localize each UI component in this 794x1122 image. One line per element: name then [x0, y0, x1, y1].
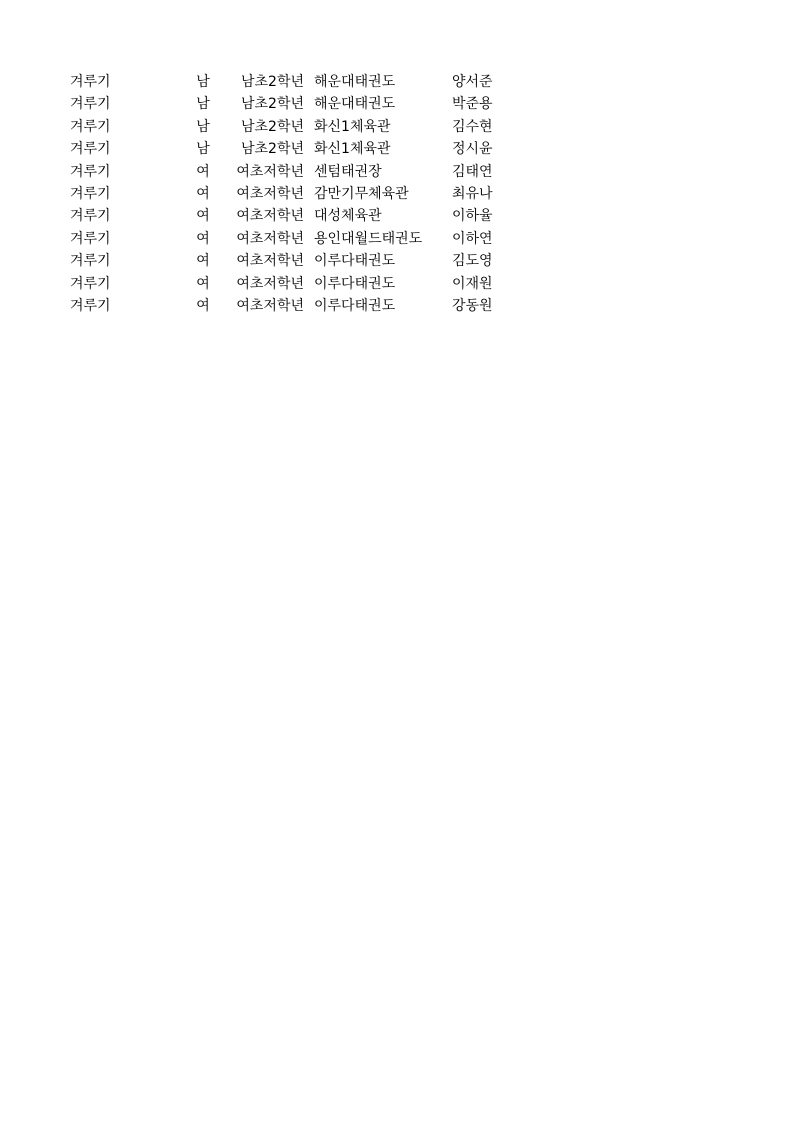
event-cell: 겨루기: [70, 297, 111, 314]
division-cell: 남초2학년: [240, 96, 304, 113]
event-cell: 겨루기: [70, 208, 111, 225]
division-cell: 남초2학년: [240, 141, 304, 158]
club-cell: 센텀태권장: [314, 163, 382, 180]
club-cell: 해운대태권도: [314, 96, 396, 113]
gender-cell: 남: [196, 141, 210, 158]
division-cell: 여초저학년: [236, 185, 304, 202]
division-cell: 여초저학년: [236, 230, 304, 247]
gender-cell: 여: [196, 275, 210, 292]
event-cell: 겨루기: [70, 163, 111, 180]
gender-cell: 남: [196, 118, 210, 135]
gender-cell: 여: [196, 253, 210, 270]
table-row: [0, 116, 794, 138]
event-cell: 겨루기: [70, 96, 111, 113]
division-cell: 여초저학년: [236, 297, 304, 314]
event-cell: 겨루기: [70, 74, 111, 90]
name-cell: 김수현: [452, 118, 493, 135]
name-cell: 이재원: [452, 275, 493, 292]
table-row: [0, 161, 794, 183]
event-cell: 겨루기: [70, 275, 111, 292]
gender-cell: 남: [196, 96, 210, 113]
table-row: [0, 273, 794, 295]
event-cell: 겨루기: [70, 141, 111, 158]
table-row: [0, 93, 794, 115]
club-cell: 대성체육관: [314, 208, 382, 225]
table-row: [0, 250, 794, 272]
name-cell: 강동원: [452, 297, 493, 314]
division-cell: 여초저학년: [236, 208, 304, 225]
gender-cell: 여: [196, 185, 210, 202]
division-cell: 여초저학년: [236, 275, 304, 292]
name-cell: 이하율: [452, 208, 493, 225]
division-cell: 여초저학년: [236, 253, 304, 270]
table-row: [0, 138, 794, 160]
gender-cell: 남: [196, 74, 210, 90]
name-cell: 최유나: [452, 185, 493, 202]
event-cell: 겨루기: [70, 185, 111, 202]
table-row: [0, 71, 794, 93]
club-cell: 화신1체육관: [314, 141, 391, 158]
name-cell: 김도영: [452, 253, 493, 270]
table-row: [0, 205, 794, 227]
gender-cell: 여: [196, 297, 210, 314]
division-cell: 남초2학년: [240, 74, 304, 90]
club-cell: 화신1체육관: [314, 118, 391, 135]
name-cell: 김태연: [452, 163, 493, 180]
table-row: [0, 295, 794, 317]
club-cell: 용인대월드태권도: [314, 230, 423, 247]
event-cell: 겨루기: [70, 253, 111, 270]
entry-table: [0, 71, 794, 317]
name-cell: 양서준: [452, 74, 493, 90]
name-cell: 정시윤: [452, 141, 493, 158]
club-cell: 해운대태권도: [314, 74, 396, 90]
club-cell: 이루다태권도: [314, 275, 396, 292]
club-cell: 이루다태권도: [314, 253, 396, 270]
division-cell: 여초저학년: [236, 163, 304, 180]
club-cell: 이루다태권도: [314, 297, 396, 314]
name-cell: 이하연: [452, 230, 493, 247]
event-cell: 겨루기: [70, 118, 111, 135]
gender-cell: 여: [196, 208, 210, 225]
gender-cell: 여: [196, 163, 210, 180]
table-row: [0, 183, 794, 205]
event-cell: 겨루기: [70, 230, 111, 247]
name-cell: 박준용: [452, 96, 493, 113]
club-cell: 감만기무체육관: [314, 185, 409, 202]
division-cell: 남초2학년: [240, 118, 304, 135]
gender-cell: 여: [196, 230, 210, 247]
table-row: [0, 228, 794, 250]
